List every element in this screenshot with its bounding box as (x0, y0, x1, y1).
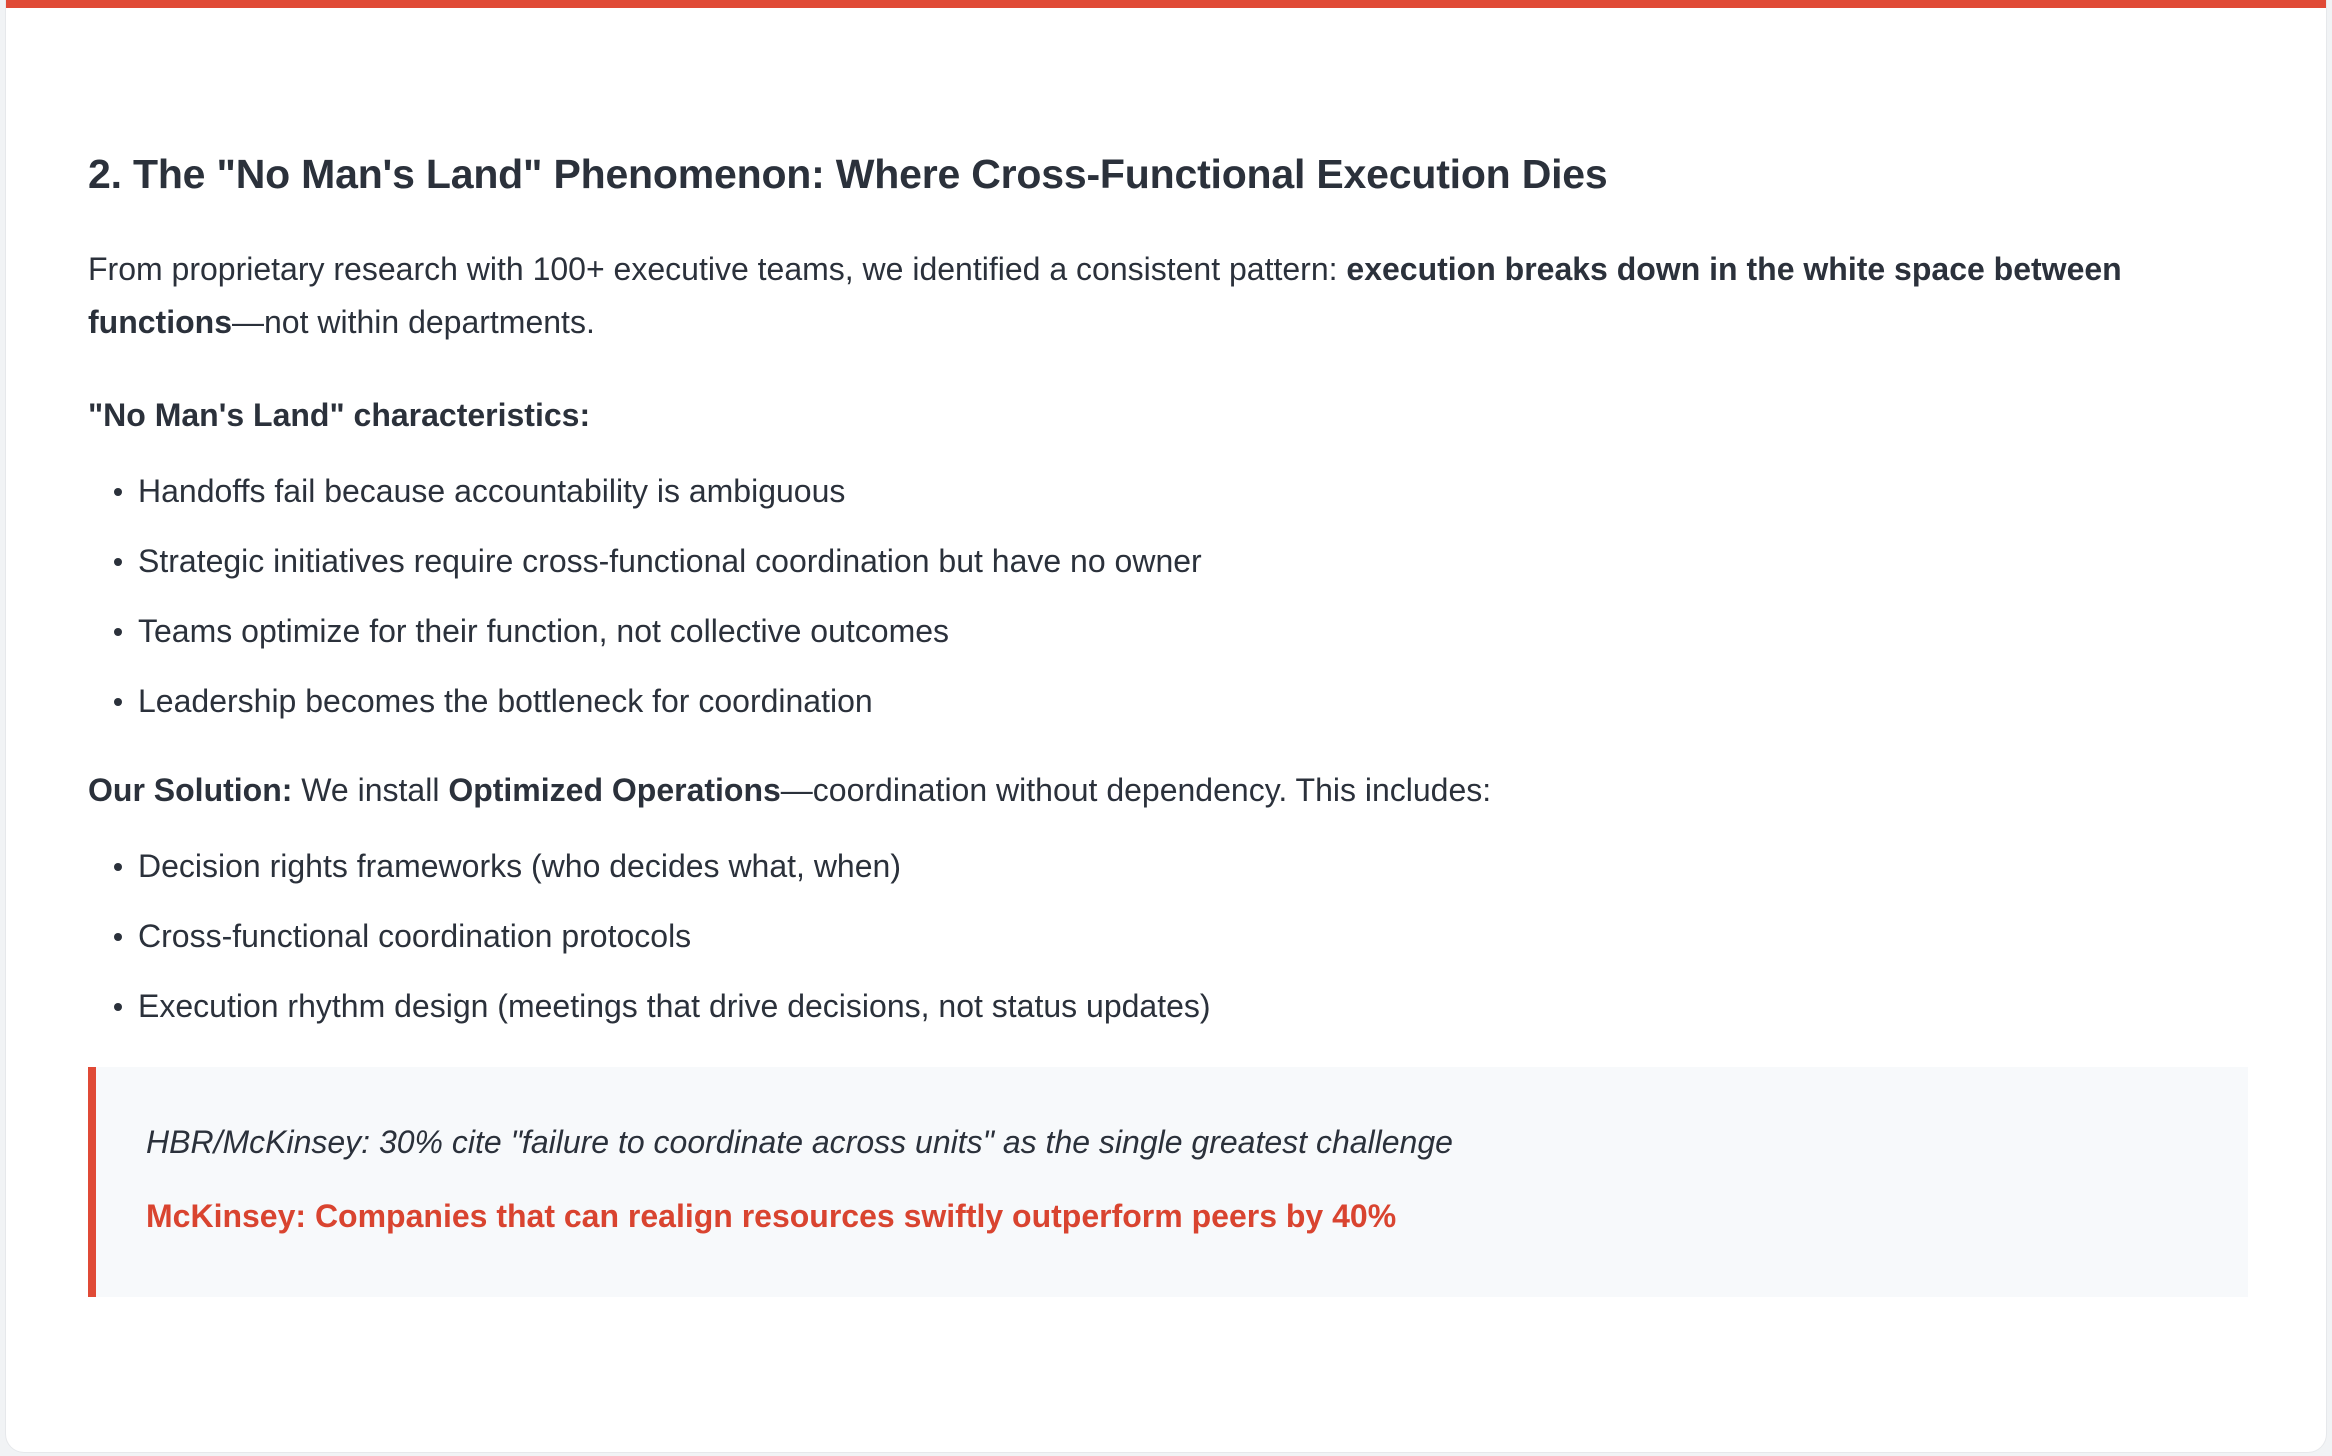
list-item: Cross-functional coordination protocols (138, 913, 2248, 959)
solution-bold-text: Optimized Operations (448, 772, 781, 809)
intro-paragraph (88, 243, 2248, 349)
characteristics-heading: "No Man's Land" characteristics: (88, 397, 591, 434)
solution-list (88, 843, 2248, 1029)
solution-label: Our Solution: (88, 772, 293, 809)
solution-text-after: —coordination without dependency. This includes: (780, 772, 1492, 809)
section-title: 2. The "No Man's Land" Phenomenon: Where Cross-Functional Execution Dies (88, 151, 1608, 197)
content-card (6, 0, 2326, 1452)
intro-text-after: —not within departments. (231, 304, 595, 341)
section-content (88, 150, 2248, 1297)
callout-quote: HBR/McKinsey: 30% cite "failure to coordinate across units" as the single greatest challenge (146, 1124, 1453, 1161)
list-item: Execution rhythm design (meetings that drive decisions, not status updates) (138, 983, 2248, 1029)
accent-top-stripe (6, 0, 2326, 8)
characteristics-list (88, 468, 2248, 724)
list-item: Teams optimize for their function, not collective outcomes (138, 608, 2248, 654)
list-item: Strategic initiatives require cross-functional coordination but have no owner (138, 538, 2248, 584)
stats-callout (88, 1067, 2248, 1297)
list-item: Leadership becomes the bottleneck for coordination (138, 678, 2248, 724)
intro-text-before: From proprietary research with 100+ executive teams, we identified a consistent pattern: (88, 251, 1347, 288)
list-item: Handoffs fail because accountability is ambiguous (138, 468, 2248, 514)
callout-highlight: McKinsey: Companies that can realign resources swiftly outperform peers by 40% (146, 1198, 1397, 1235)
intro-bold-text: execution breaks down in the white space between functions (88, 251, 2122, 341)
list-item: Decision rights frameworks (who decides what, when) (138, 843, 2248, 889)
solution-text-before: We install (292, 772, 449, 809)
solution-paragraph (88, 764, 2248, 817)
